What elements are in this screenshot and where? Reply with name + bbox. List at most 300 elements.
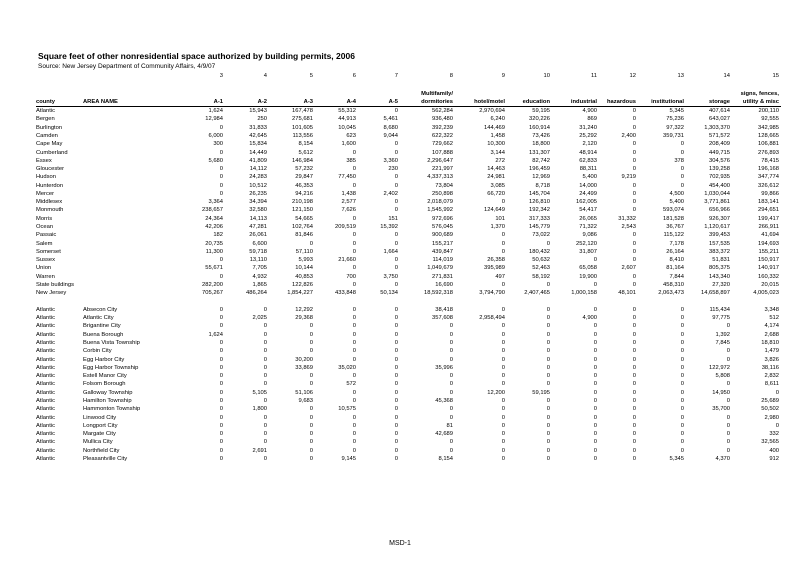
table-cell: 407,614 [709,108,730,115]
table-cell: 0 [449,373,453,380]
county-name: Passaic [36,232,57,239]
table-cell: 0 [309,348,313,355]
table-cell: 0 [219,348,223,355]
table-cell: 0 [219,182,223,189]
municipality-row [36,455,781,463]
table-cell: 357,608 [432,315,453,322]
table-cell: 0 [593,447,597,454]
table-cell: 16,690 [435,282,453,289]
table-cell: 2,296,647 [427,157,453,164]
table-cell: 0 [632,166,636,173]
area-name: Margate City [83,431,116,438]
municipality-row [36,414,781,422]
table-cell: 0 [632,356,636,363]
table-cell: 183,141 [758,199,779,206]
area-name [83,182,183,190]
table-cell: 51,106 [295,389,313,396]
table-cell: 1,800 [252,406,267,413]
table-cell: 7,844 [669,273,684,280]
column-header [686,89,732,98]
table-cell: 35,020 [338,364,356,371]
report-title: Square feet of other nonresidential space authorized by building permits, 2006 [38,51,355,61]
table-cell: 0 [680,182,684,189]
table-cell: 9,219 [621,174,636,181]
table-cell: 0 [546,315,550,322]
table-cell: 146,984 [292,157,313,164]
table-cell: 0 [263,306,267,313]
spacer-row [36,298,781,306]
table-cell: 73,804 [435,182,453,189]
table-cell: 342,985 [758,124,779,131]
table-cell: 0 [501,397,505,404]
table-cell: 3,794,790 [479,290,505,297]
table-cell: 1,624 [208,108,223,115]
table-cell: 1,854,227 [287,290,313,297]
table-cell: 0 [219,315,223,322]
table-cell: 0 [219,149,223,156]
table-cell: 0 [680,414,684,421]
table-cell: 6,000 [208,132,223,139]
municipality-row [36,322,781,330]
area-name [83,132,183,140]
table-cell: 0 [394,422,398,429]
table-cell: 0 [394,348,398,355]
area-name [83,264,183,272]
county-row [36,124,781,132]
county-name: New Jersey [36,290,67,297]
table-cell: 46,353 [295,182,313,189]
table-cell: 1,664 [383,248,398,255]
table-cell: 0 [263,455,267,462]
table-cell: 0 [352,447,356,454]
table-cell: 7,845 [715,339,730,346]
area-name [83,140,183,148]
table-cell: 122,826 [292,282,313,289]
table-cell: 50,134 [380,290,398,297]
table-cell: 0 [593,373,597,380]
table-cell: 24,499 [579,190,597,197]
table-cell: 0 [219,124,223,131]
table-cell: 77,450 [338,174,356,181]
table-cell: 0 [394,199,398,206]
table-cell: 805,375 [709,265,730,272]
table-cell: 0 [501,431,505,438]
table-cell: 0 [632,339,636,346]
table-cell: 395,989 [484,265,505,272]
table-cell: 2,402 [383,190,398,197]
table-cell: 5,808 [715,373,730,380]
table-cell: 622,322 [432,132,453,139]
table-cell: 1,624 [208,331,223,338]
municipality-row [36,314,781,322]
table-cell: 433,848 [335,290,356,297]
table-cell: 55,671 [205,265,223,272]
table-cell: 0 [546,422,550,429]
table-cell: 0 [632,414,636,421]
table-cell: 1,438 [341,190,356,197]
table-cell: 59,718 [249,248,267,255]
county-name: Camden [36,132,58,139]
table-cell: 101 [495,215,505,222]
table-cell: 0 [632,182,636,189]
county-name: Atlantic [36,306,56,313]
table-cell: 0 [309,339,313,346]
table-cell: 399,453 [709,232,730,239]
area-name [83,281,183,289]
area-name [83,256,183,264]
column-number: 5 [309,73,313,79]
area-name: Atlantic City [83,315,114,322]
table-cell: 21,660 [338,257,356,264]
area-name: Buena Vista Township [83,339,140,346]
table-cell: 0 [219,174,223,181]
table-cell: 0 [680,166,684,173]
column-number: 8 [449,73,453,79]
table-cell: 0 [501,422,505,429]
county-row [36,206,781,214]
table-cell: 0 [394,240,398,247]
column-header: utility & misc [732,98,781,107]
county-name: Atlantic [36,331,56,338]
table-cell: 0 [726,447,730,454]
county-row [36,289,781,297]
table-cell: 88,311 [579,166,597,173]
table-cell: 25,292 [579,132,597,139]
county-name: Sussex [36,257,56,264]
county-name: Warren [36,273,55,280]
table-cell: 0 [352,315,356,322]
table-cell: 0 [726,323,730,330]
county-name: Union [36,265,52,272]
table-cell: 131,307 [529,149,550,156]
table-cell: 30,200 [295,356,313,363]
table-cell: 0 [546,447,550,454]
table-cell: 0 [394,232,398,239]
table-cell: 221,997 [432,166,453,173]
table-cell: 572 [346,381,356,388]
table-cell: 182 [213,232,223,239]
table-cell: 0 [632,116,636,123]
table-cell: 199,417 [758,215,779,222]
table-cell: 0 [632,108,636,115]
table-cell: 157,535 [709,240,730,247]
county-name: Atlantic [36,422,56,429]
table-cell: 0 [680,323,684,330]
column-number: 12 [629,73,636,79]
table-cell: 1,030,044 [704,190,730,197]
table-cell: 7,178 [669,240,684,247]
table-cell: 0 [546,356,550,363]
table-cell: 294,651 [758,207,779,214]
table-cell: 0 [352,282,356,289]
table-cell: 0 [219,373,223,380]
table-cell: 0 [632,232,636,239]
table-cell: 0 [394,108,398,115]
table-cell: 0 [394,397,398,404]
column-header: A-5 [358,98,400,107]
table-cell: 0 [632,124,636,131]
table-cell: 12,292 [295,306,313,313]
table-cell: 94,216 [295,190,313,197]
area-name [83,165,183,173]
table-cell: 0 [263,356,267,363]
table-cell: 81,846 [295,232,313,239]
county-name: Mercer [36,190,55,197]
table-cell: 15,834 [249,141,267,148]
column-number: 7 [394,73,398,79]
column-header [315,89,358,98]
column-number: 4 [263,73,267,79]
county-name: Atlantic [36,397,56,404]
table-cell: 0 [449,323,453,330]
table-cell: 702,935 [709,174,730,181]
column-header [455,89,507,98]
area-name: Galloway Township [83,389,133,396]
table-cell: 14,950 [712,389,730,396]
column-number: 13 [677,73,684,79]
table-cell: 571,572 [709,132,730,139]
table-cell: 0 [309,406,313,413]
county-name: Burlington [36,124,63,131]
table-cell: 9,145 [341,455,356,462]
table-cell: 0 [593,339,597,346]
table-cell: 0 [726,381,730,388]
table-cell: 160,914 [529,124,550,131]
table-cell: 0 [352,348,356,355]
table-cell: 0 [219,273,223,280]
table-cell: 0 [680,406,684,413]
table-cell: 0 [352,265,356,272]
table-cell: 0 [632,306,636,313]
table-cell: 0 [726,439,730,446]
table-cell: 9,044 [383,132,398,139]
table-cell: 0 [680,174,684,181]
county-row [36,256,781,264]
table-cell: 200,110 [758,108,779,115]
table-cell: 0 [263,348,267,355]
table-cell: 4,500 [669,190,684,197]
table-cell: 32,565 [761,439,779,446]
table-cell: 576,045 [432,224,453,231]
table-cell: 0 [394,356,398,363]
county-row [36,115,781,123]
table-cell: 0 [501,455,505,462]
table-cell: 7,626 [341,207,356,214]
table-cell: 0 [309,414,313,421]
table-cell: 0 [593,414,597,421]
county-name: Morris [36,215,53,222]
table-cell: 0 [593,331,597,338]
table-cell: 0 [501,364,505,371]
table-cell: 14,658,897 [700,290,730,297]
table-cell: 2,543 [621,224,636,231]
area-name: Estell Manor City [83,373,127,380]
county-name: Atlantic [36,348,56,355]
table-cell: 449,715 [709,149,730,156]
table-cell: 0 [680,339,684,346]
county-row [36,281,781,289]
column-header [83,89,183,98]
table-cell: 0 [546,397,550,404]
table-cell: 0 [632,248,636,255]
table-cell: 0 [219,414,223,421]
table-cell: 5,680 [208,157,223,164]
table-cell: 0 [394,149,398,156]
column-header [638,89,686,98]
table-cell: 114,019 [432,257,453,264]
area-name [83,198,183,206]
area-name [83,107,183,116]
table-cell: 0 [501,323,505,330]
table-cell: 194,693 [758,240,779,247]
county-row [36,173,781,181]
table-cell: 42,206 [205,224,223,231]
table-cell: 29,847 [295,174,313,181]
area-name: Hammonton Township [83,406,141,413]
municipality-row [36,356,781,364]
table-cell: 0 [352,422,356,429]
table-cell: 41,694 [761,232,779,239]
table-cell: 0 [632,447,636,454]
table-cell: 0 [593,323,597,330]
table-cell: 0 [632,331,636,338]
table-cell: 643,027 [709,116,730,123]
column-header: storage [686,98,732,107]
county-name: Hunterdon [36,182,64,189]
area-name: Brigantine City [83,323,121,330]
table-cell: 0 [546,348,550,355]
table-cell: 0 [593,257,597,264]
area-name: Folsom Borough [83,381,126,388]
table-cell: 160,332 [758,273,779,280]
table-cell: 0 [680,422,684,429]
area-name: Corbin City [83,348,112,355]
column-header [225,89,269,98]
table-cell: 8,718 [535,182,550,189]
table-cell: 0 [394,373,398,380]
table-cell: 230 [388,166,398,173]
table-cell: 0 [546,282,550,289]
county-row [36,140,781,148]
municipality-row [36,430,781,438]
table-cell: 458,310 [663,282,684,289]
column-header: A-4 [315,98,358,107]
table-cell: 0 [501,406,505,413]
table-cell: 155,217 [432,240,453,247]
table-cell: 0 [263,439,267,446]
table-cell: 0 [680,439,684,446]
table-cell: 6,240 [490,116,505,123]
permits-table [36,72,781,463]
county-row [36,248,781,256]
table-cell: 0 [263,323,267,330]
county-name: Bergen [36,116,55,123]
table-cell: 392,239 [432,124,453,131]
county-name: Atlantic [36,406,56,413]
table-cell: 0 [632,149,636,156]
table-cell: 454,400 [709,182,730,189]
table-cell: 59,195 [532,108,550,115]
table-cell: 0 [352,373,356,380]
column-header: education [507,98,552,107]
table-cell: 14,000 [579,182,597,189]
column-header: industrial [552,98,599,107]
table-cell: 0 [352,215,356,222]
table-cell: 0 [593,406,597,413]
table-cell: 0 [632,157,636,164]
table-cell: 162,005 [576,199,597,206]
table-cell: 0 [309,431,313,438]
table-cell: 0 [680,141,684,148]
table-cell: 0 [219,166,223,173]
table-cell: 0 [394,414,398,421]
table-cell: 196,168 [758,166,779,173]
table-cell: 0 [680,373,684,380]
table-cell: 5,993 [298,257,313,264]
table-cell: 359,731 [663,132,684,139]
table-cell: 73,426 [532,132,550,139]
table-cell: 0 [726,356,730,363]
table-cell: 0 [449,439,453,446]
table-cell: 0 [680,431,684,438]
table-cell: 0 [219,381,223,388]
table-cell: 0 [394,182,398,189]
county-name: Atlantic [36,339,56,346]
municipality-row [36,405,781,413]
table-cell: 2,970,694 [479,108,505,115]
table-cell: 0 [352,389,356,396]
table-cell: 97,775 [712,315,730,322]
table-cell: 593,074 [663,207,684,214]
table-cell: 0 [449,406,453,413]
table-cell: 400 [769,447,779,454]
table-cell: 35,700 [712,406,730,413]
table-cell: 18,800 [532,141,550,148]
county-name: Atlantic [36,373,56,380]
table-cell: 0 [546,439,550,446]
table-cell: 0 [394,265,398,272]
table-cell: 0 [501,381,505,388]
table-cell: 0 [263,381,267,388]
column-header: county [36,98,83,107]
column-header: A-2 [225,98,269,107]
table-cell: 29,368 [295,315,313,322]
table-cell: 0 [546,406,550,413]
column-header [599,89,638,98]
table-cell: 0 [352,331,356,338]
area-name: Buena Borough [83,331,124,338]
table-cell: 1,049,679 [427,265,453,272]
table-cell: 0 [394,207,398,214]
table-cell: 38,116 [761,364,779,371]
table-cell: 0 [394,381,398,388]
county-name: Atlantic [36,356,56,363]
table-cell: 1,458 [490,132,505,139]
table-cell: 31,833 [249,124,267,131]
table-cell: 65,058 [579,265,597,272]
table-cell: 18,592,318 [423,290,453,297]
table-cell: 2,120 [582,141,597,148]
table-cell: 0 [263,397,267,404]
table-cell: 0 [449,381,453,388]
table-cell: 0 [449,348,453,355]
table-cell: 332 [769,431,779,438]
table-cell: 42,645 [249,132,267,139]
table-cell: 0 [501,331,505,338]
table-cell: 0 [632,207,636,214]
table-cell: 0 [394,455,398,462]
county-row [36,149,781,157]
